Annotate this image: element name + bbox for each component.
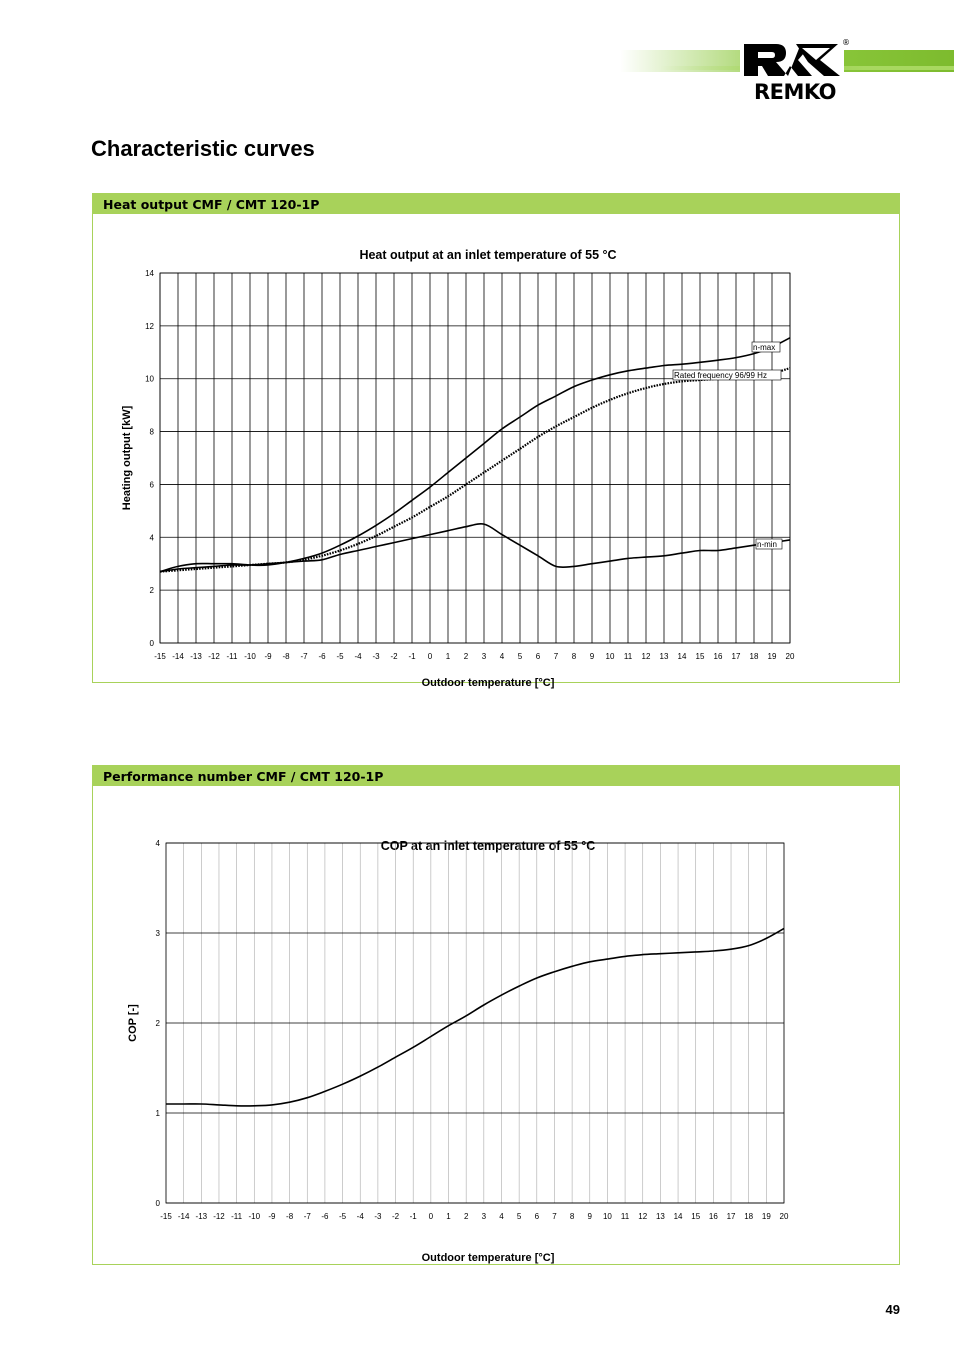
chart-title: Heat output at an inlet temperature of 55 °C (359, 248, 617, 262)
x-tick-label: -13 (190, 652, 202, 661)
x-tick-label: -5 (336, 652, 344, 661)
x-tick-label: 18 (749, 652, 759, 661)
y-tick-label: 8 (149, 427, 154, 437)
x-tick-label: -6 (321, 1212, 329, 1221)
x-tick-label: 3 (481, 652, 487, 661)
x-tick-label: 3 (481, 1212, 487, 1221)
x-tick-label: 11 (620, 1212, 630, 1221)
x-tick-label: -4 (356, 1212, 364, 1221)
y-tick-label: 0 (149, 639, 154, 648)
x-tick-label: -12 (208, 652, 220, 661)
y-tick-label: 14 (145, 269, 154, 278)
chart-title: COP at an inlet temperature of 55 °C (380, 839, 596, 853)
x-tick-label: -9 (268, 1212, 276, 1221)
registered-mark: ® (842, 38, 850, 47)
x-tick-label: -7 (303, 1212, 311, 1221)
x-tick-label: 6 (534, 1212, 540, 1221)
x-tick-label: -10 (248, 1212, 261, 1221)
cop-panel (92, 765, 900, 1265)
x-tick-label: 8 (569, 1212, 575, 1221)
x-tick-label: 5 (516, 1212, 522, 1221)
x-tick-label: 18 (744, 1212, 754, 1221)
x-tick-label: 16 (708, 1212, 718, 1221)
y-tick-label: 2 (149, 586, 154, 596)
x-tick-label: -3 (372, 652, 380, 661)
y-tick-label: 2 (155, 1019, 160, 1028)
x-tick-label: 8 (571, 652, 577, 661)
page-number: 49 (885, 1302, 900, 1317)
x-tick-label: 15 (691, 1212, 701, 1221)
x-tick-label: 14 (677, 652, 687, 661)
x-tick-label: 2 (463, 652, 469, 661)
x-tick-label: 6 (535, 652, 541, 661)
x-tick-label: 2 (463, 1212, 469, 1221)
y-tick-label: 12 (145, 321, 154, 331)
x-tick-label: 11 (623, 652, 633, 661)
series-line-1 (160, 368, 790, 571)
x-tick-label: 9 (587, 1212, 592, 1221)
x-tick-label: 0 (427, 652, 433, 661)
x-tick-label: 5 (517, 652, 523, 661)
x-tick-label: 12 (638, 1212, 648, 1221)
heat-output-panel (92, 193, 900, 689)
x-tick-label: -2 (390, 652, 398, 661)
y-tick-label: 1 (155, 1109, 160, 1118)
x-tick-label: -11 (231, 1212, 243, 1221)
x-tick-label: 16 (713, 652, 723, 661)
x-tick-label: 0 (428, 1212, 434, 1221)
brand-name: REMKO (753, 80, 837, 104)
x-tick-label: -13 (195, 1212, 208, 1221)
x-tick-label: -1 (409, 1212, 417, 1221)
x-tick-label: 13 (659, 652, 669, 661)
x-tick-label: -15 (160, 1212, 172, 1221)
series-label: n-min (757, 540, 778, 549)
x-tick-label: -15 (154, 652, 166, 661)
x-tick-label: -6 (318, 652, 326, 661)
heat-output-chart (93, 214, 899, 689)
y-tick-label: 0 (155, 1199, 160, 1208)
x-tick-label: 12 (641, 652, 651, 661)
x-tick-label: 1 (445, 652, 451, 661)
x-tick-label: 4 (499, 1212, 504, 1221)
x-tick-label: 19 (767, 652, 777, 661)
x-tick-label: 20 (779, 1212, 789, 1221)
series-label: Rated frequency 96/99 Hz (674, 371, 767, 380)
x-tick-label: -2 (391, 1212, 400, 1221)
x-tick-label: 7 (552, 1212, 557, 1221)
x-tick-label: -11 (226, 652, 238, 661)
x-tick-label: 7 (553, 652, 559, 661)
y-tick-label: 3 (155, 929, 160, 938)
x-tick-label: -9 (264, 652, 272, 661)
x-tick-label: -14 (172, 652, 184, 661)
page-title: Characteristic curves (91, 136, 315, 161)
cop-header: Performance number CMF / CMT 120-1P (93, 766, 899, 786)
x-tick-label: 1 (446, 1212, 451, 1221)
y-axis-label: COP [-] (127, 1004, 139, 1042)
x-tick-label: -12 (213, 1212, 225, 1221)
x-tick-label: 19 (761, 1212, 771, 1221)
x-tick-label: 10 (602, 1212, 612, 1221)
x-tick-label: 9 (589, 652, 595, 661)
x-tick-label: -8 (282, 652, 290, 661)
x-tick-label: 17 (731, 652, 741, 661)
x-tick-label: 13 (655, 1212, 665, 1221)
series-line-2 (160, 524, 790, 572)
x-tick-label: -10 (244, 652, 256, 661)
x-tick-label: -3 (374, 1212, 382, 1221)
y-tick-label: 10 (145, 374, 154, 384)
x-tick-label: 17 (726, 1212, 736, 1221)
x-axis-label: Outdoor temperature [°C] (421, 1252, 555, 1264)
heat-output-header: Heat output CMF / CMT 120-1P (93, 194, 899, 214)
x-tick-label: -5 (339, 1212, 347, 1221)
x-tick-label: 14 (673, 1212, 683, 1221)
y-tick-label: 4 (149, 533, 154, 543)
x-tick-label: -8 (286, 1212, 294, 1221)
x-tick-label: 15 (695, 652, 705, 661)
y-tick-label: 6 (149, 480, 154, 490)
series-label: n-max (753, 343, 776, 352)
y-tick-label: 4 (155, 839, 160, 848)
x-tick-label: 4 (499, 652, 505, 661)
plot-frame (160, 273, 790, 643)
x-tick-label: 10 (605, 652, 615, 661)
x-tick-label: -4 (354, 652, 362, 661)
y-axis-label: Heating output [kW] (121, 405, 133, 511)
series-line-0 (166, 929, 784, 1106)
cop-chart (93, 786, 899, 1263)
x-tick-label: -7 (300, 652, 308, 661)
x-tick-label: -1 (408, 652, 416, 661)
x-tick-label: -14 (177, 1212, 190, 1221)
x-axis-label: Outdoor temperature [°C] (421, 677, 555, 689)
x-tick-label: 20 (785, 652, 795, 661)
